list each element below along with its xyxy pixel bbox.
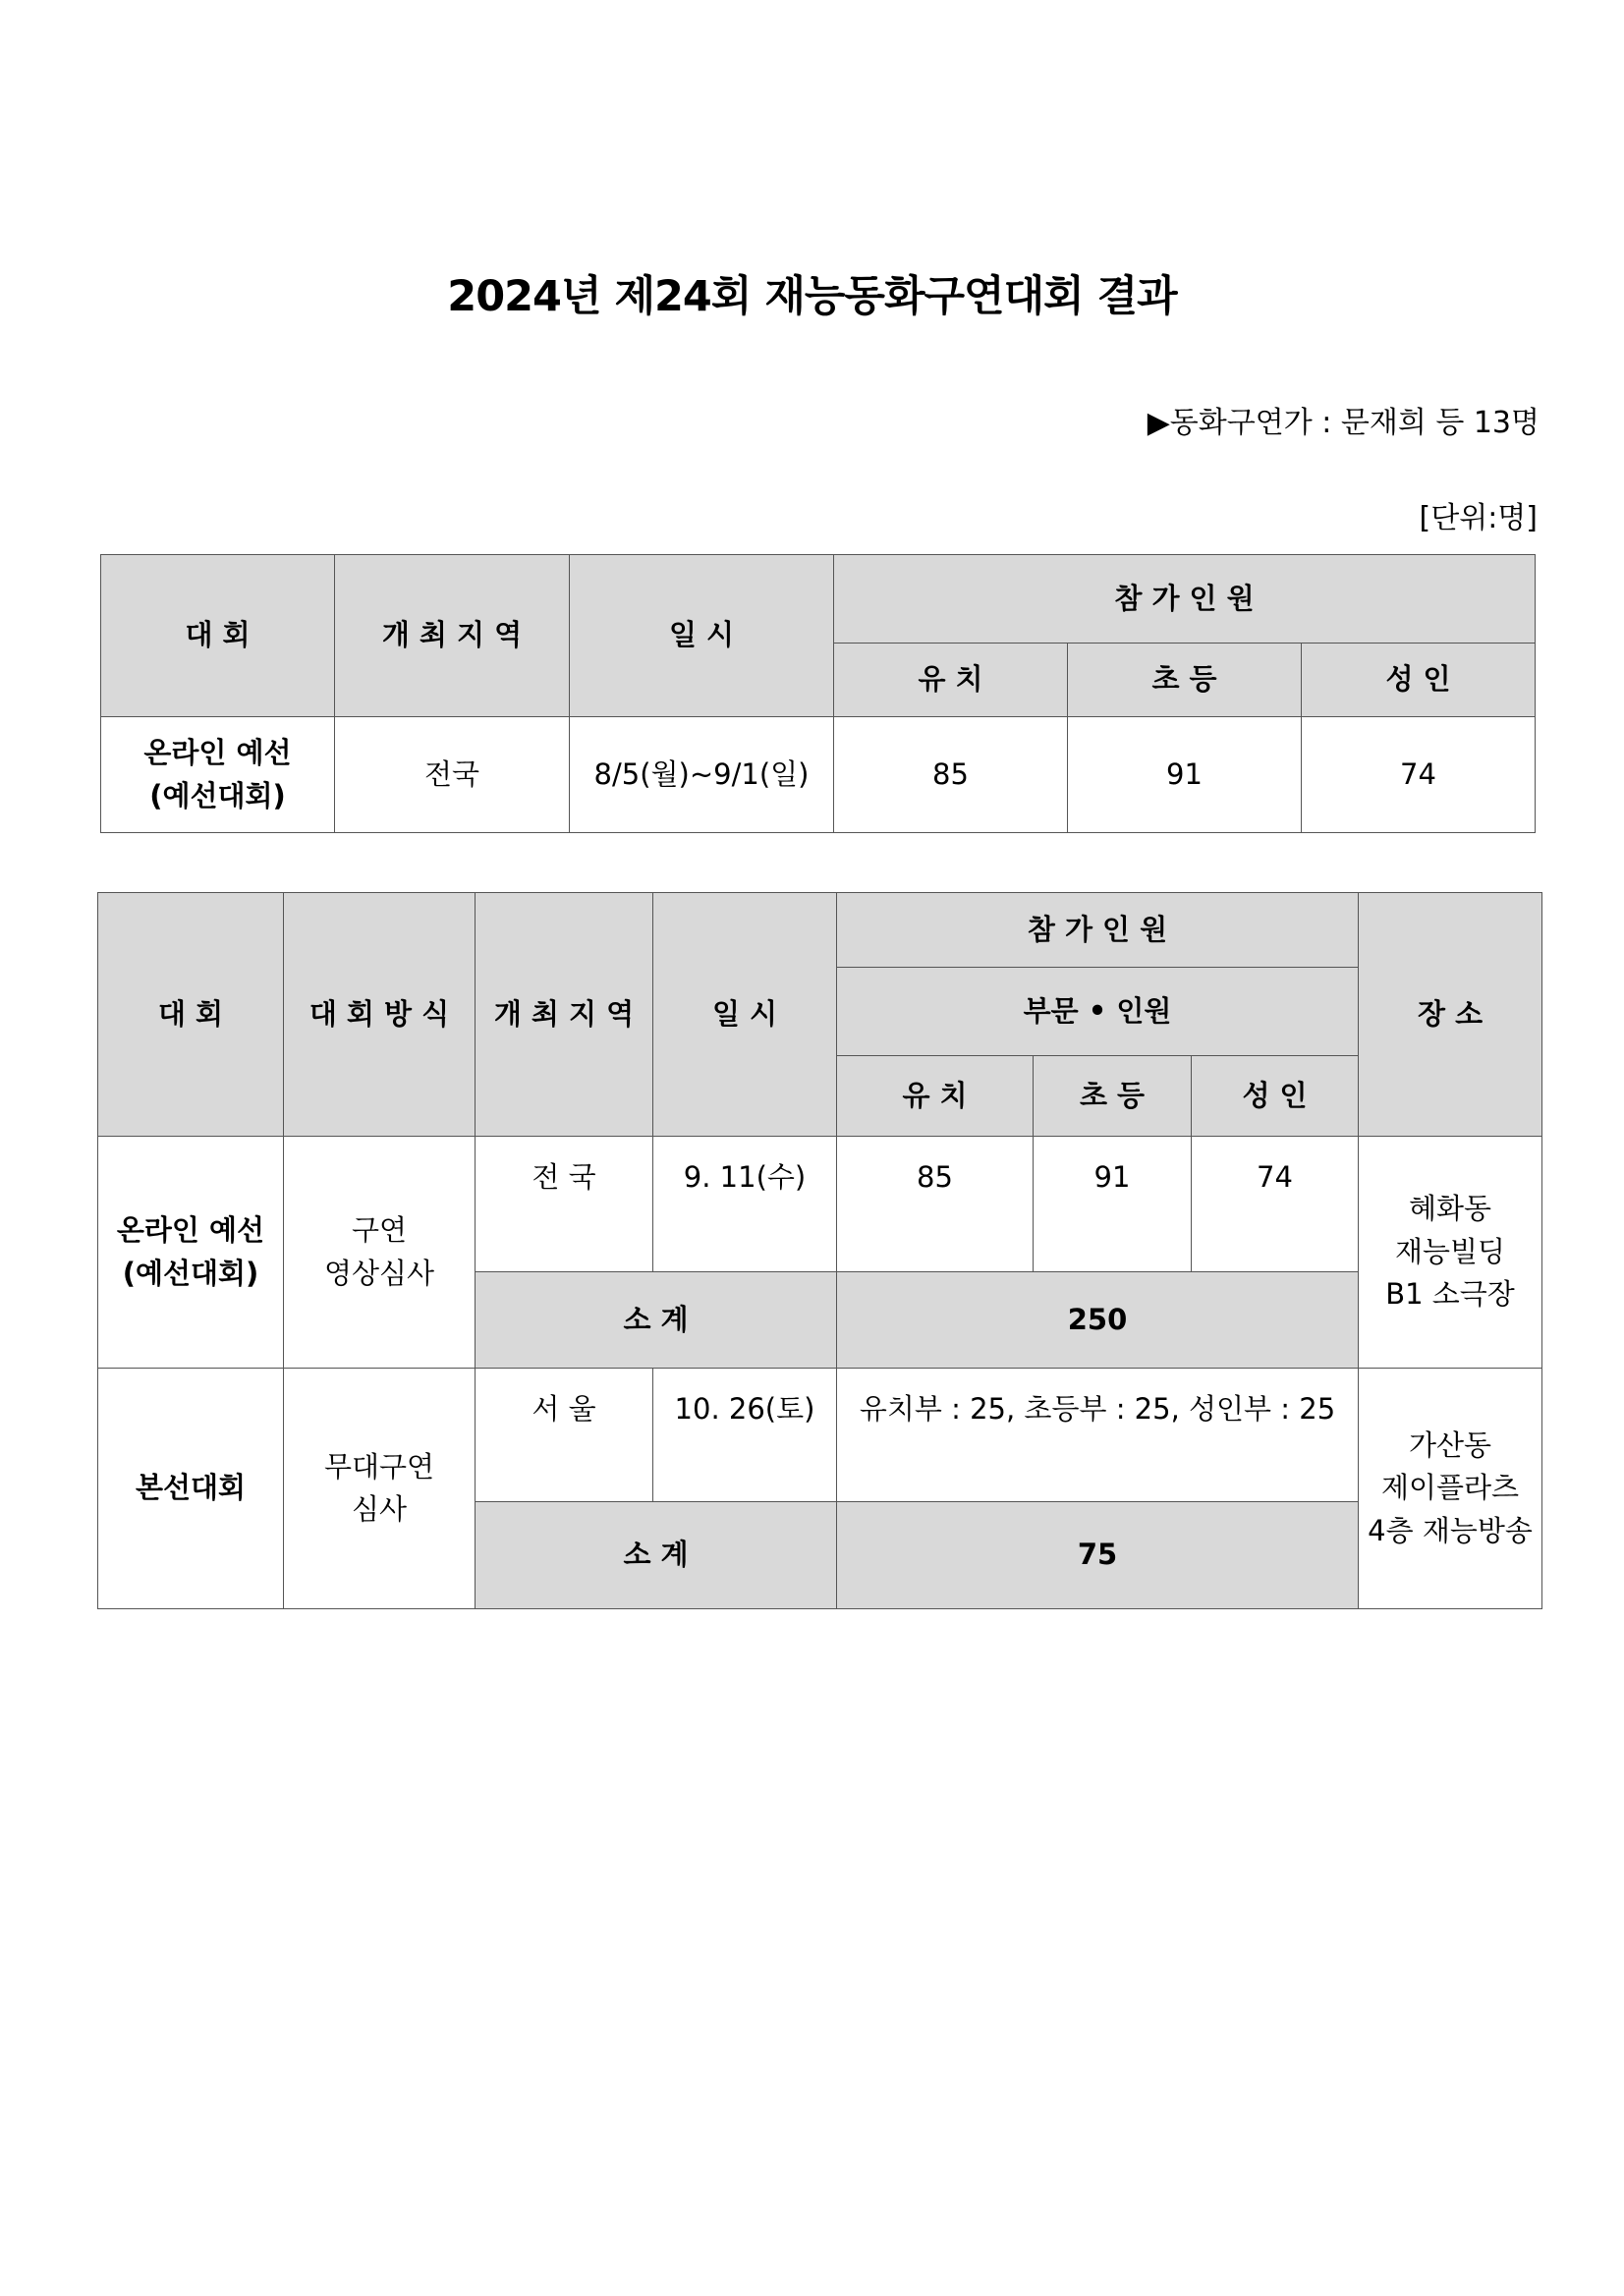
cell-kindergarten: 85 [834,717,1068,833]
table-row [98,1137,1542,1272]
unit-note: [단위:명] [1419,501,1538,535]
table-row [101,717,1536,833]
subtotal-value: 75 [837,1502,1359,1609]
preliminary-table [100,554,1536,833]
cell-date: 10. 26(토) [653,1369,837,1502]
cell-method: 구연 영상심사 [284,1137,476,1369]
cell-date: 9. 11(수) [653,1137,837,1272]
results-table [97,892,1542,1609]
header-method: 대 회 방 식 [284,893,476,1137]
table-row [98,1369,1542,1502]
cell-divisions: 유치부 : 25, 초등부 : 25, 성인부 : 25 [837,1369,1359,1502]
header-adult: 성 인 [1302,644,1536,717]
cell-date: 8/5(월)~9/1(일) [570,717,834,833]
cell-adult: 74 [1192,1137,1359,1272]
header-contest: 대 회 [101,555,335,717]
header-kindergarten: 유 치 [837,1056,1034,1137]
cell-contest: 온라인 예선 (예선대회) [101,717,335,833]
cell-venue: 가산동 제이플라츠 4층 재능방송 [1359,1369,1542,1609]
cell-region: 전국 [335,717,570,833]
header-adult: 성 인 [1192,1056,1359,1137]
header-participants: 참 가 인 원 [837,893,1359,968]
cell-region: 전 국 [476,1137,653,1272]
header-date: 일 시 [653,893,837,1137]
cell-venue: 혜화동 재능빌딩 B1 소극장 [1359,1137,1542,1369]
cell-region: 서 울 [476,1369,653,1502]
header-venue: 장 소 [1359,893,1542,1137]
cell-method: 무대구연 심사 [284,1369,476,1609]
cell-adult: 74 [1302,717,1536,833]
header-date: 일 시 [570,555,834,717]
header-division: 부문 • 인원 [837,968,1359,1056]
header-contest: 대 회 [98,893,284,1137]
subtotal-label: 소 계 [476,1502,837,1609]
header-region: 개 최 지 역 [335,555,570,717]
header-region: 개 최 지 역 [476,893,653,1137]
cell-elementary: 91 [1068,717,1302,833]
cell-contest: 본선대회 [98,1369,284,1609]
subtotal-label: 소 계 [476,1272,837,1369]
header-elementary: 초 등 [1068,644,1302,717]
performers-note: ▶동화구연가 : 문재희 등 13명 [1147,406,1540,440]
header-elementary: 초 등 [1034,1056,1192,1137]
cell-kindergarten: 85 [837,1137,1034,1272]
subtotal-value: 250 [837,1272,1359,1369]
cell-elementary: 91 [1034,1137,1192,1272]
cell-contest: 온라인 예선 (예선대회) [98,1137,284,1369]
header-participants: 참 가 인 원 [834,555,1536,644]
page-title: 2024년 제24회 재능동화구연대회 결과 [447,272,1177,321]
header-kindergarten: 유 치 [834,644,1068,717]
